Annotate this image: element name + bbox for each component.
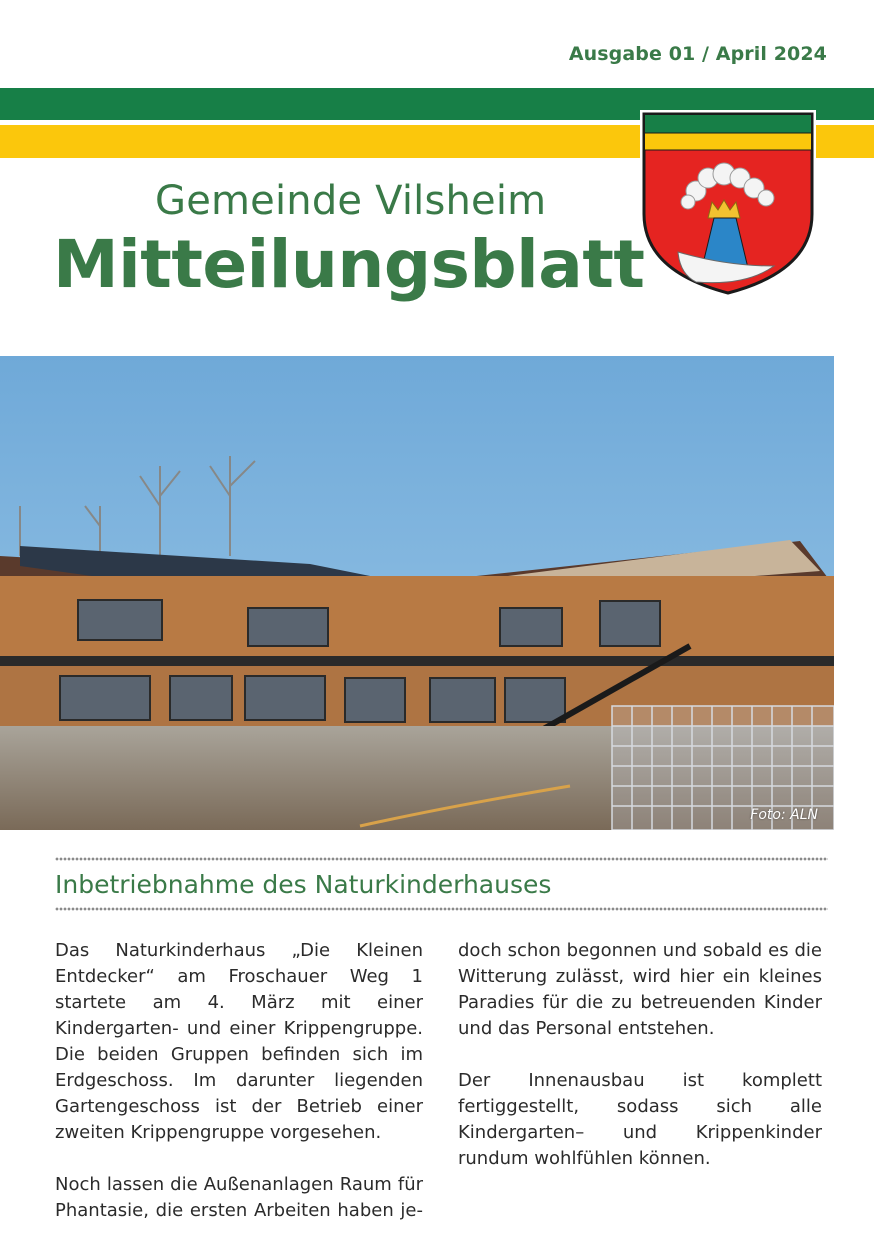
cover-photo [0,356,834,830]
article-column-left [55,938,423,1250]
article-column-right [458,938,822,1198]
issue-label: Ausgabe 01 / April 2024 [568,43,827,65]
article-paragraph: Das Naturkinderhaus „Die Kleinen Entdecker“ am Froschauer Weg 1 startete am 4. März mit einer Kindergarten- und einer Krippengruppe. Die beiden Gruppen befinden sich im Erdgeschoss. Im darunter liegenden Gartengeschoss ist der Betrieb einer zweiten Krippengruppe vorgesehen. [55,940,423,1143]
article-headline: Inbetriebnahme des Naturkinderhauses [55,870,552,899]
publication-title: Mitteilungsblatt [53,226,645,303]
coat-of-arms-icon [636,106,820,302]
article-paragraph: doch schon begonnen und sobald es die Witterung zulässt, wird hier ein kleines Paradies für die zu betreuenden Kinder und das Personal entstehen. [458,940,822,1039]
article-paragraph: Der Innenausbau ist komplett fertiggestellt, sodass sich alle Kindergarten– und Krippenkinder rundum wohlfühlen können. [458,1070,822,1169]
publication-subtitle: Gemeinde Vilsheim [155,178,547,224]
article-paragraph: Noch lassen die Außenanlagen Raum für Phantasie, die ersten Arbeiten haben je- [55,1174,423,1221]
divider-dotted-bottom [55,907,828,911]
photo-credit: Foto: ALN [750,807,818,823]
divider-dotted-top [55,857,828,861]
